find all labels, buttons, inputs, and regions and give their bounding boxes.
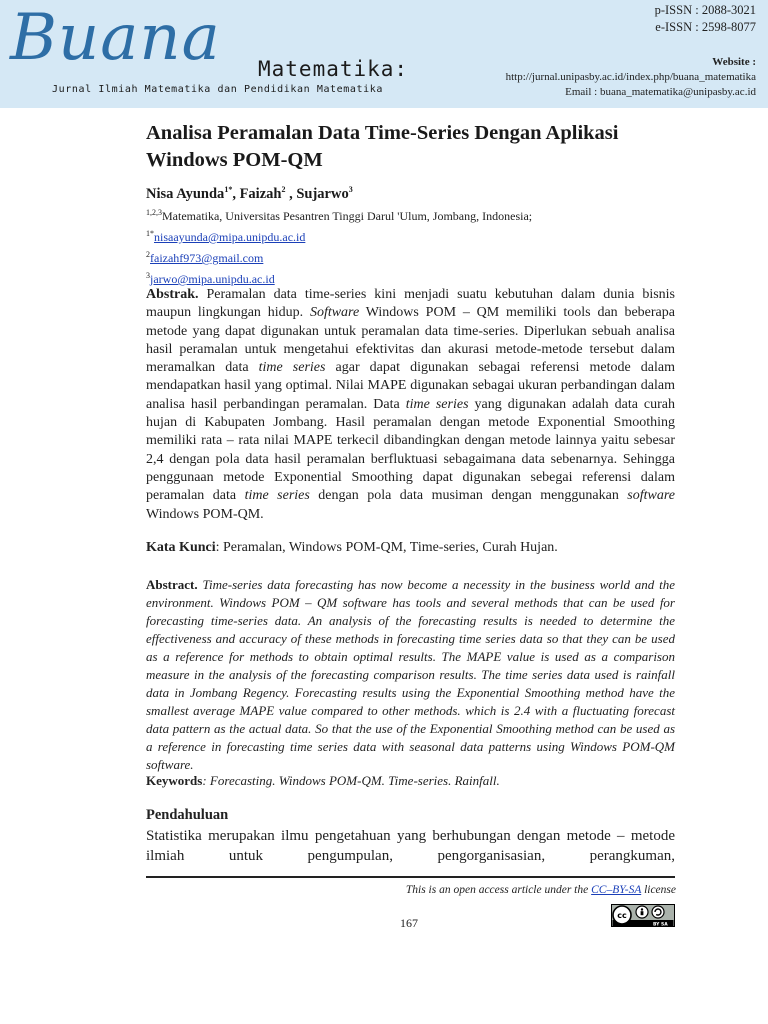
author-name: Sujarwo <box>296 185 349 202</box>
author-name: Faizah <box>239 185 282 202</box>
license-text: This is an open access article under the <box>405 884 592 896</box>
issn-block <box>655 2 756 36</box>
author-name: Nisa Ayunda <box>146 185 225 202</box>
affiliations <box>146 204 532 288</box>
abstrak-text: Peramalan data time-series kini menjadi suatu kebutuhan dalam dunia bisnis maupun lingkungan hidup. <box>146 287 675 321</box>
abstrak-italic: Software <box>309 305 360 321</box>
email-mark: 2 <box>146 250 150 259</box>
section-heading: Pendahuluan <box>146 807 229 823</box>
abstract-label: Abstract. <box>146 577 198 592</box>
abstrak-text: dengan pola data musiman dengan menggunakan <box>309 488 628 504</box>
abstrak-paragraph <box>146 286 675 524</box>
footer-divider <box>146 876 675 878</box>
abstrak-text: Windows POM-QM. <box>146 506 264 522</box>
kata-kunci-value: : Peramalan, Windows POM-QM, Time-series, Curah Hujan. <box>215 540 558 555</box>
badge-text: BY SA <box>653 922 668 927</box>
article-title: Analisa Peramalan Data Time-Series Dengan Aplikasi Windows POM-QM <box>146 122 619 171</box>
abstrak-text: agar dapat digunakan sebagai referensi metode dalam mendapatkan hasil yang optimal. Nilai MAPE digunakan sebagai ukuran perbandingan dalam analisa hasil perbandingan peramalan. Data <box>146 360 675 412</box>
abstrak-text: Windows POM – QM memiliki tools dan beberapa metode yang dapat digunakan untuk peramalan data time-series. Diperlukan sebuah analisa hasil peramalan untuk mengetahui efektivitas dan akurasi metode-metode tersebut dalam meramalkan data <box>146 305 675 376</box>
email-line <box>146 267 532 288</box>
affiliation-text: Matematika, Universitas Pesantren Tinggi Darul 'Ulum, Jombang, Indonesia; <box>162 209 533 223</box>
affiliation-line <box>146 204 532 225</box>
website-block <box>506 55 756 100</box>
abstract-paragraph <box>146 576 675 774</box>
author-sep: , <box>232 185 240 202</box>
abstrak-italic: time series <box>258 360 326 376</box>
author-email-link[interactable]: jarwo@mipa.unipdu.ac.id <box>150 272 275 286</box>
page-number: 167 <box>400 916 418 930</box>
keywords-value: : Forecasting. Windows POM-QM. Time-series. Rainfall. <box>202 773 500 788</box>
keywords-line <box>146 773 500 789</box>
journal-logo: Buana <box>10 1 221 75</box>
website-label: Website : <box>712 56 756 68</box>
journal-email[interactable]: Email : buana_matematika@unipasby.ac.id <box>565 86 756 98</box>
email-line <box>146 246 532 267</box>
affiliation-mark: 1,2,3 <box>146 208 162 217</box>
abstrak-text: yang digunakan adalah data curah hujan di Kabupaten Jombang. Hasil peramalan dengan metode Exponential Smoothing memiliki rata – rata nilai MAPE terkecil dibandingkan dengan metode lainnya yaitu sebesar 2,4 dengan pola data hasil peramalan berfluktuasi sebagaimana data sebenarnya. Sehingga penggunaan metode Exponential Smoothing dapat digunakan sebegai referensi dalam peramalan data <box>146 396 676 504</box>
author-list <box>146 185 353 203</box>
author-mark: 2 <box>281 185 286 194</box>
kata-kunci-label: Kata Kunci <box>146 540 216 555</box>
author-mark: 3 <box>348 185 353 194</box>
p-issn: p-ISSN : 2088-3021 <box>654 3 756 17</box>
e-issn: e-ISSN : 2598-8077 <box>655 20 756 34</box>
email-line <box>146 225 532 246</box>
journal-tagline: Jurnal Ilmiah Matematika dan Pendidikan Matematika <box>52 84 384 95</box>
journal-header <box>0 0 768 108</box>
author-sep: , <box>285 185 297 202</box>
email-mark: 3 <box>146 271 150 280</box>
website-url[interactable]: http://jurnal.unipasby.ac.id/index.php/buana_matematika <box>505 71 756 83</box>
svg-text:cc: cc <box>617 911 627 920</box>
intro-paragraph: Statistika merupakan ilmu pengetahuan yang berhubungan dengan metode – metode ilmiah untuk pengumpulan, pengorganisasian, perangkuman, <box>146 828 675 864</box>
keywords-label: Keywords <box>146 773 203 788</box>
author-mark: 1* <box>224 185 233 194</box>
abstrak-label: Abstrak. <box>146 287 199 302</box>
cc-by-sa-badge-icon[interactable] <box>611 904 675 927</box>
kata-kunci-line <box>146 540 558 556</box>
license-note <box>406 884 676 896</box>
license-text: license <box>641 884 676 896</box>
abstrak-italic: software <box>627 488 676 504</box>
abstrak-italic: time series <box>244 488 310 504</box>
journal-logo-subtitle: Matematika: <box>258 57 409 81</box>
abstrak-italic: time series <box>405 396 469 412</box>
author-email-link[interactable]: nisaayunda@mipa.unipdu.ac.id <box>154 230 306 244</box>
email-mark: 1* <box>146 229 154 238</box>
author-email-link[interactable]: faizahf973@gmail.com <box>150 251 264 265</box>
abstract-text: Time-series data forecasting has now become a necessity in the business world and the environment. Windows POM – QM software has tools and several methods that can be used for forecasting time-series data. An analysis of the forecasting results is needed to determine the effectiveness and accuracy of these methods in forecasting time series data so that they can be used as a reference for methods to obtain optimal results. The MAPE value is used as a comparison measure in the analysis of the forecasting comparison results. The time series data used is rainfall data in Jombang Regency. Forecasting results using the Exponential Smoothing method have the smallest average MAPE value compared to other methods. which is 2.4 with a fluctuating forecast data pattern as the actual data. So that the use of the Exponential Smoothing method can be used as a reference in forecasting time series data with seasonal data patterns using Windows POM-QM software. <box>146 577 675 772</box>
license-link[interactable]: CC–BY-SA <box>591 884 642 896</box>
